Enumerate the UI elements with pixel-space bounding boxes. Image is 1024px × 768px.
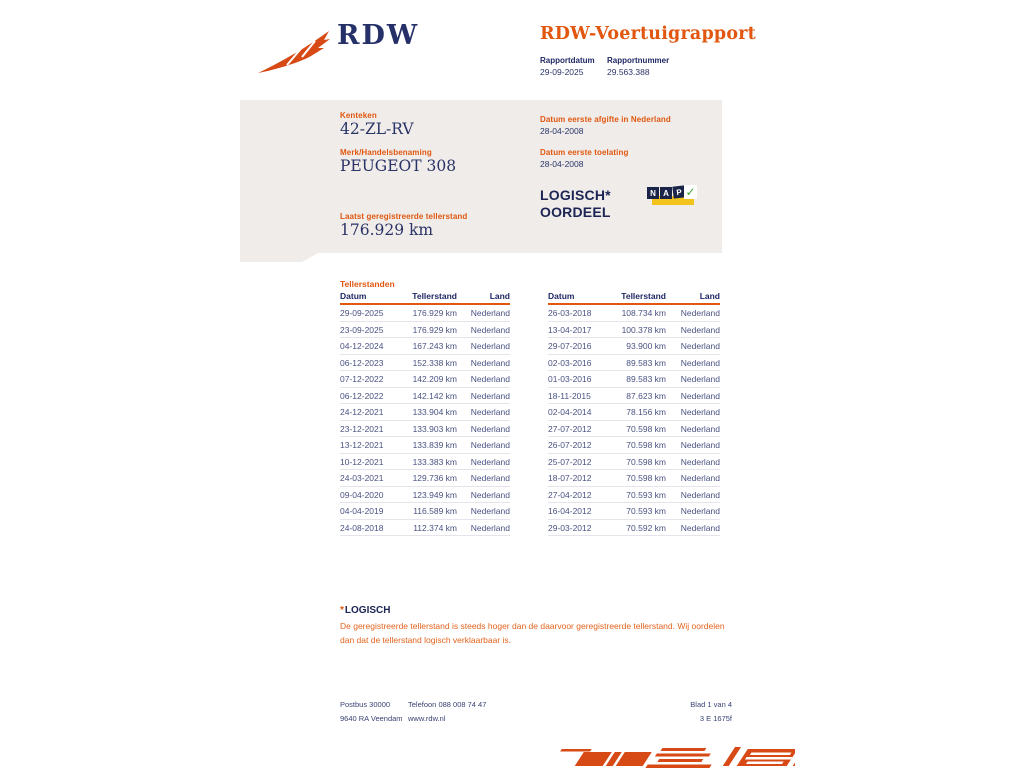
land-header: Land <box>666 291 720 304</box>
datum-cell: 24-03-2021 <box>340 470 403 487</box>
tellerstand-cell: 70.593 km <box>612 486 666 503</box>
land-cell: Nederland <box>666 503 720 520</box>
rapportnummer-label: Rapportnummer <box>607 56 670 65</box>
table-row <box>340 420 510 437</box>
eerste-afgifte-label: Datum eerste afgifte in Nederland <box>540 115 671 124</box>
land-cell: Nederland <box>457 503 510 520</box>
rapportdatum-label: Rapportdatum <box>540 56 595 65</box>
eerste-afgifte-value: 28-04-2008 <box>540 126 584 136</box>
rapportdatum-value: 29-09-2025 <box>540 67 584 77</box>
tellerstanden-heading: Tellerstanden <box>340 279 395 289</box>
tellerstand-cell: 70.598 km <box>612 470 666 487</box>
datum-cell: 06-12-2022 <box>340 387 403 404</box>
nap-logo <box>647 185 697 207</box>
tellerstand-cell: 133.383 km <box>403 453 457 470</box>
table-row <box>340 453 510 470</box>
tellerstand-cell: 123.949 km <box>403 486 457 503</box>
footnote-text: De geregistreerde tellerstand is steeds hoger dan de daarvoor geregistreerde tellerstand. Wij oordelen dan dat de tellerstand logisch verklaarbaar is. <box>340 621 725 645</box>
kenteken-label: Kenteken <box>340 111 377 120</box>
oordeel-line1: LOGISCH* <box>540 187 611 203</box>
land-cell: Nederland <box>666 304 720 321</box>
land-cell: Nederland <box>457 387 510 404</box>
tellerstand-cell: 176.929 km <box>403 321 457 338</box>
table-row <box>340 503 510 520</box>
datum-cell: 06-12-2023 <box>340 354 403 371</box>
footnote-title-text: LOGISCH <box>344 605 391 616</box>
table-row <box>548 420 720 437</box>
tellerstand-cell: 108.734 km <box>612 304 666 321</box>
table-row <box>340 486 510 503</box>
datum-cell: 29-03-2012 <box>548 519 612 536</box>
datum-cell: 09-04-2020 <box>340 486 403 503</box>
table-row <box>548 486 720 503</box>
rdw-wing-logo-icon <box>257 27 331 75</box>
land-cell: Nederland <box>666 338 720 355</box>
datum-cell: 29-09-2025 <box>340 304 403 321</box>
land-cell: Nederland <box>666 321 720 338</box>
datum-cell: 27-07-2012 <box>548 420 612 437</box>
footnote-title <box>340 605 390 616</box>
table-row <box>548 437 720 454</box>
vehicle-summary-panel <box>240 100 722 262</box>
tellerstand-cell: 142.142 km <box>403 387 457 404</box>
footer-page-number: Blad 1 van 4 <box>690 700 732 709</box>
datum-header: Datum <box>340 291 403 304</box>
tellerstand-label: Laatst geregistreerde tellerstand <box>340 212 468 221</box>
footer-phone: Telefoon 088 008 74 47 <box>408 700 487 709</box>
land-cell: Nederland <box>666 519 720 536</box>
land-cell: Nederland <box>457 354 510 371</box>
tellerstand-cell: 93.900 km <box>612 338 666 355</box>
oordeel-text <box>540 187 611 221</box>
table-row <box>548 453 720 470</box>
table-header-row <box>548 291 720 304</box>
nap-letter-p: P <box>672 185 685 198</box>
land-cell: Nederland <box>457 371 510 388</box>
datum-cell: 23-09-2025 <box>340 321 403 338</box>
land-cell: Nederland <box>457 338 510 355</box>
datum-cell: 02-03-2016 <box>548 354 612 371</box>
datum-cell: 26-03-2018 <box>548 304 612 321</box>
tellerstand-cell: 133.839 km <box>403 437 457 454</box>
land-cell: Nederland <box>457 420 510 437</box>
footnote-asterisk: * <box>340 605 344 616</box>
datum-cell: 10-12-2021 <box>340 453 403 470</box>
footer-form-code: 3 E 1675f <box>699 714 732 723</box>
table-row <box>548 470 720 487</box>
land-cell: Nederland <box>457 304 510 321</box>
table-row <box>340 470 510 487</box>
land-cell: Nederland <box>666 486 720 503</box>
table-row <box>548 387 720 404</box>
table-row <box>340 437 510 454</box>
land-cell: Nederland <box>457 470 510 487</box>
datum-cell: 24-08-2018 <box>340 519 403 536</box>
table-row <box>548 371 720 388</box>
datum-cell: 27-04-2012 <box>548 486 612 503</box>
table-row <box>548 304 720 321</box>
tellerstand-cell: 70.593 km <box>612 503 666 520</box>
table-row <box>340 338 510 355</box>
kenteken-value: 42-ZL-RV <box>340 120 414 138</box>
tellerstand-cell: 70.598 km <box>612 420 666 437</box>
datum-cell: 04-12-2024 <box>340 338 403 355</box>
tellerstand-value: 176.929 km <box>340 221 434 239</box>
land-cell: Nederland <box>457 519 510 536</box>
eerste-toelating-label: Datum eerste toelating <box>540 148 629 157</box>
land-cell: Nederland <box>666 437 720 454</box>
datum-cell: 04-04-2019 <box>340 503 403 520</box>
footer-page-info <box>540 698 732 726</box>
land-cell: Nederland <box>457 321 510 338</box>
tellerstand-cell: 133.903 km <box>403 420 457 437</box>
footer-website: www.rdw.nl <box>408 714 446 723</box>
table-row <box>340 387 510 404</box>
oordeel-line2: OORDEEL <box>540 204 611 220</box>
document-title: RDW-Voertuigrapport <box>540 24 756 44</box>
table-row <box>548 404 720 421</box>
rdw-logotype: RDW <box>337 20 420 51</box>
land-cell: Nederland <box>457 404 510 421</box>
tellerstand-cell: 78.156 km <box>612 404 666 421</box>
tellerstand-header: Tellerstand <box>612 291 666 304</box>
datum-cell: 18-07-2012 <box>548 470 612 487</box>
tellerstand-cell: 100.378 km <box>612 321 666 338</box>
datum-cell: 29-07-2016 <box>548 338 612 355</box>
merk-value: PEUGEOT 308 <box>340 157 457 175</box>
tellerstand-cell: 152.338 km <box>403 354 457 371</box>
datum-cell: 13-12-2021 <box>340 437 403 454</box>
eerste-toelating-value: 28-04-2008 <box>540 159 584 169</box>
datum-cell: 26-07-2012 <box>548 437 612 454</box>
nap-checkmark-icon: ✓ <box>685 185 696 199</box>
datum-cell: 24-12-2021 <box>340 404 403 421</box>
footer-city: 9640 RA Veendam <box>340 714 403 723</box>
table-row <box>548 321 720 338</box>
table-row <box>548 519 720 536</box>
datum-cell: 18-11-2015 <box>548 387 612 404</box>
table-header-row <box>340 291 510 304</box>
land-cell: Nederland <box>666 354 720 371</box>
land-cell: Nederland <box>457 486 510 503</box>
rapportnummer-value: 29.563.388 <box>607 67 650 77</box>
tellerstand-cell: 89.583 km <box>612 371 666 388</box>
tellerstanden-table-left <box>340 291 510 536</box>
footer-contact <box>408 698 486 726</box>
tellerstand-cell: 176.929 km <box>403 304 457 321</box>
land-cell: Nederland <box>457 453 510 470</box>
table-row <box>340 371 510 388</box>
merk-label: Merk/Handelsbenaming <box>340 148 432 157</box>
tellerstand-cell: 133.904 km <box>403 404 457 421</box>
tellerstand-cell: 129.736 km <box>403 470 457 487</box>
table-row <box>548 338 720 355</box>
nap-letter-n: N <box>647 187 659 199</box>
tellerstand-cell: 70.592 km <box>612 519 666 536</box>
land-cell: Nederland <box>666 453 720 470</box>
footer-address <box>340 698 403 726</box>
datum-cell: 23-12-2021 <box>340 420 403 437</box>
tellerstand-cell: 87.623 km <box>612 387 666 404</box>
table-row <box>340 354 510 371</box>
table-row <box>340 519 510 536</box>
table-row <box>340 404 510 421</box>
datum-cell: 01-03-2016 <box>548 371 612 388</box>
land-header: Land <box>457 291 510 304</box>
table-row <box>548 503 720 520</box>
tellerstand-cell: 116.589 km <box>403 503 457 520</box>
tellerstand-cell: 70.598 km <box>612 437 666 454</box>
tellerstand-cell: 70.598 km <box>612 453 666 470</box>
tellerstand-cell: 142.209 km <box>403 371 457 388</box>
tellerstand-cell: 89.583 km <box>612 354 666 371</box>
land-cell: Nederland <box>666 371 720 388</box>
datum-cell: 25-07-2012 <box>548 453 612 470</box>
land-cell: Nederland <box>457 437 510 454</box>
datum-cell: 13-04-2017 <box>548 321 612 338</box>
datum-cell: 16-04-2012 <box>548 503 612 520</box>
land-cell: Nederland <box>666 404 720 421</box>
datum-cell: 02-04-2014 <box>548 404 612 421</box>
tellerstand-header: Tellerstand <box>403 291 457 304</box>
nap-letter-a: A <box>660 187 672 199</box>
land-cell: Nederland <box>666 470 720 487</box>
land-cell: Nederland <box>666 420 720 437</box>
tellerstand-cell: 112.374 km <box>403 519 457 536</box>
tellerstanden-table-right <box>548 291 720 536</box>
datum-header: Datum <box>548 291 612 304</box>
tellerstand-cell: 167.243 km <box>403 338 457 355</box>
footer-postbus: Postbus 30000 <box>340 700 391 709</box>
table-row <box>340 304 510 321</box>
rdw-stripe-graphic <box>551 744 795 768</box>
table-row <box>548 354 720 371</box>
land-cell: Nederland <box>666 387 720 404</box>
datum-cell: 07-12-2022 <box>340 371 403 388</box>
table-row <box>340 321 510 338</box>
